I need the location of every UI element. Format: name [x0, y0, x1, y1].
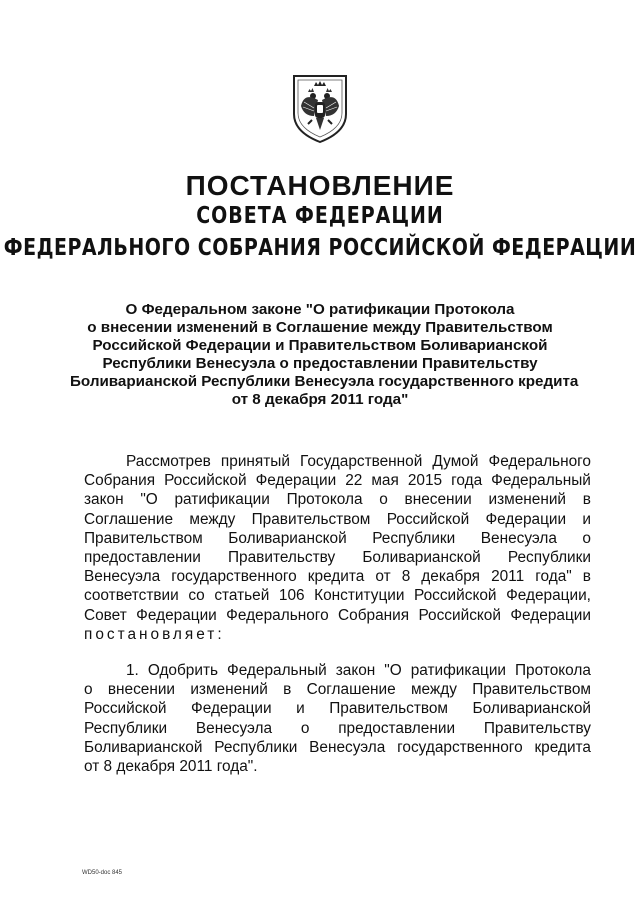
word: Конституции	[314, 587, 405, 605]
word: ратификации	[174, 491, 270, 509]
paragraph-line	[84, 757, 591, 776]
word: кредита	[534, 738, 591, 756]
paragraph-line	[84, 567, 591, 586]
word: принятый	[220, 453, 290, 470]
word: мая	[371, 472, 399, 490]
word: Собрания	[338, 606, 410, 624]
word: ратификации	[410, 662, 507, 679]
word: Правительством	[329, 700, 449, 718]
subject-line: от 8 декабря 2011 года"	[231, 391, 409, 408]
word: Федерации	[255, 472, 337, 490]
word: Российской	[386, 510, 470, 528]
word: "О	[140, 491, 158, 509]
word: Протокола	[514, 662, 591, 679]
word: государственного	[397, 738, 523, 756]
word: Государственной	[300, 453, 423, 470]
word: Республики	[507, 549, 591, 567]
preamble-paragraph	[84, 452, 591, 644]
word: 106	[278, 587, 305, 605]
word: предоставлении	[338, 719, 456, 737]
issuer-line-2: ФЕДЕРАЛЬНОГО СОБРАНИЯ РОССИЙСКОЙ ФЕДЕРАЦИИ	[3, 234, 637, 262]
paragraph-line	[84, 738, 591, 757]
word: 22	[345, 472, 363, 490]
subject-line: Российской Федерации и Правительством Боливарианской	[92, 337, 548, 354]
paragraph-line	[84, 661, 591, 680]
word: Соглашение	[84, 510, 174, 528]
word: статьей	[214, 587, 270, 605]
word: Соглашение	[306, 681, 396, 699]
word: изменений	[488, 491, 567, 509]
word: о	[84, 681, 93, 699]
word: Венесуэла	[480, 529, 557, 547]
subject-line: Республики Венесуэла о предоставлении Правительству	[102, 355, 538, 372]
word: между	[189, 510, 236, 528]
word: декабря	[421, 568, 481, 586]
word: Федерации	[485, 510, 567, 528]
word: Федеральный	[227, 662, 327, 679]
word: Боливарианской	[472, 700, 591, 718]
paragraph-line	[84, 586, 591, 605]
word: 2011	[491, 568, 525, 586]
word: изменений	[190, 681, 268, 699]
word: года	[451, 472, 483, 490]
paragraph-line	[84, 699, 591, 718]
coat-of-arms-emblem	[290, 72, 350, 144]
word: кредита	[307, 568, 365, 586]
word: о	[582, 529, 591, 547]
word: Рассмотрев	[126, 453, 211, 470]
word: Совет	[84, 606, 127, 624]
word: Республики	[214, 738, 298, 756]
document-title: ПОСТАНОВЛЕНИЕ	[185, 170, 455, 201]
word: Республики	[84, 719, 168, 737]
subject-line: о внесении изменений в Соглашение между Правительством	[87, 319, 553, 336]
word: Думой	[432, 453, 479, 470]
word: Российской	[84, 700, 167, 718]
word: в	[582, 491, 591, 509]
paragraph-line	[84, 471, 591, 490]
word: 1.	[126, 662, 139, 679]
word: Венесуэла	[84, 568, 161, 586]
word: Боливарианской	[228, 529, 347, 547]
subject-line: О Федеральном законе "О ратификации Протокола	[125, 301, 515, 318]
word: Боливарианской	[84, 738, 203, 756]
word: внесении	[107, 681, 176, 699]
word: Федеральный	[491, 472, 591, 490]
word: Федерации	[136, 606, 217, 624]
word: Федерального	[488, 453, 591, 470]
word: Федерации	[191, 700, 272, 718]
decision-lines	[84, 661, 591, 757]
resolution-subject	[70, 301, 579, 409]
word: Российской	[164, 472, 247, 490]
word: государственного	[171, 568, 297, 586]
preamble-lines	[84, 452, 591, 625]
word: в	[582, 568, 591, 586]
word: от	[375, 568, 391, 586]
word: Одобрить	[147, 662, 219, 679]
word: Правительством	[472, 681, 591, 699]
word: в	[283, 681, 292, 699]
word: Правительством	[251, 510, 371, 528]
word: Боливарианской	[362, 549, 481, 567]
paragraph-line	[84, 680, 591, 699]
paragraph-line	[84, 625, 591, 644]
word: предоставлении	[84, 549, 201, 567]
word: "О	[384, 662, 402, 679]
word: закон	[84, 491, 124, 509]
decision-paragraph	[84, 661, 591, 776]
decision-last-line: от 8 декабря 2011 года".	[84, 758, 258, 776]
word: соответствии	[84, 587, 179, 605]
word: со	[188, 587, 205, 605]
paragraph-line	[84, 548, 591, 567]
paragraph-line	[84, 510, 591, 529]
paragraph-line	[84, 719, 591, 738]
word: Федерации,	[506, 587, 591, 605]
word: Федерации	[510, 606, 591, 624]
word: года"	[535, 568, 572, 586]
word: и	[296, 700, 305, 718]
word: внесении	[404, 491, 472, 509]
issuer-line-1: СОВЕТА ФЕДЕРАЦИИ	[196, 202, 444, 230]
word: Протокола	[286, 491, 363, 509]
word: Российской	[418, 606, 501, 624]
word: закон	[335, 662, 376, 679]
decree-word: постановляет:	[84, 625, 225, 643]
word: о	[379, 491, 388, 509]
paragraph-line	[84, 529, 591, 548]
word: Российской	[414, 587, 497, 605]
word: Венесуэла	[309, 738, 386, 756]
word: Собрания	[84, 472, 156, 490]
word: Правительству	[483, 719, 591, 737]
word: Республики	[372, 529, 456, 547]
word: о	[300, 719, 310, 737]
subject-line: Боливарианской Республики Венесуэла государственного кредита	[70, 373, 579, 390]
word: Правительством	[84, 529, 203, 547]
word: Венесуэла	[195, 719, 273, 737]
word: Федерального	[226, 606, 329, 624]
paragraph-line	[84, 606, 591, 625]
word: и	[582, 510, 591, 528]
document-code: WD50-doc 845	[82, 870, 123, 876]
paragraph-line	[84, 490, 591, 509]
word: 2015	[407, 472, 443, 490]
word: Правительству	[228, 549, 336, 567]
word: 8	[401, 568, 411, 586]
paragraph-line	[84, 452, 591, 471]
word: между	[410, 681, 457, 699]
